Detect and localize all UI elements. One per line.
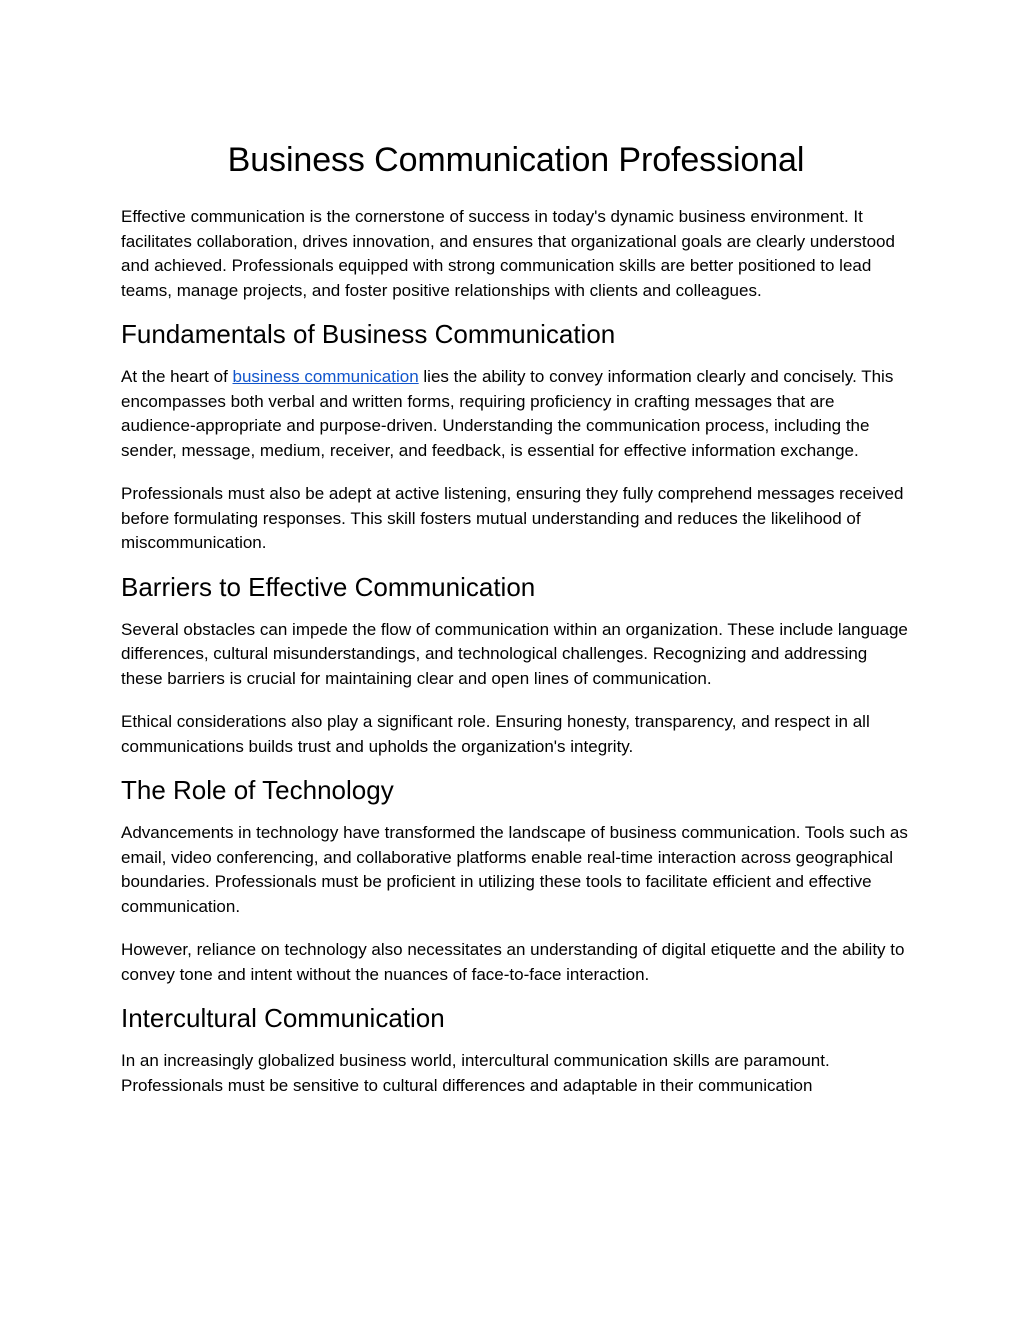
- business-communication-link[interactable]: business communication: [232, 367, 419, 386]
- fundamentals-p1-text-before-link: At the heart of: [121, 367, 233, 386]
- technology-paragraph-1: Advancements in technology have transformed the landscape of business communication. Tools such as email, video conferencing, and collaborative platforms enable real-time interaction across geographical boundaries. Professionals must be proficient in utilizing these tools to facilitate efficient and effective communication.: [121, 823, 908, 916]
- barriers-paragraph-1: Several obstacles can impede the flow of communication within an organization. These include language differences, cultural misunderstandings, and technological challenges. Recognizing and addressing these barriers is crucial for maintaining clear and open lines of communication.: [121, 619, 908, 688]
- intercultural-paragraph-1: In an increasingly globalized business world, intercultural communication skills are paramount. Professionals must be sensitive to cultural differences and adaptable in their communication: [121, 1051, 830, 1095]
- barriers-paragraph-2: Ethical considerations also play a significant role. Ensuring honesty, transparency, and respect in all communications builds trust and upholds the organization's integrity.: [121, 712, 870, 756]
- intro-paragraph: Effective communication is the cornerstone of success in today's dynamic business environment. It facilitates collaboration, drives innovation, and ensures that organizational goals are clearly understood and achieved. Professionals equipped with strong communication skills are better positioned to lead teams, manage projects, and foster positive relationships with clients and colleagues.: [121, 207, 895, 300]
- section-heading-intercultural: Intercultural Communication: [121, 1003, 445, 1033]
- fundamentals-paragraph-2: Professionals must also be adept at active listening, ensuring they fully comprehend messages received before formulating responses. This skill fosters mutual understanding and reduces the likelihood of miscommunication.: [121, 484, 904, 552]
- section-heading-fundamentals: Fundamentals of Business Communication: [121, 319, 616, 349]
- section-heading-barriers: Barriers to Effective Communication: [121, 571, 536, 602]
- fundamentals-p1-text-after-link: lies the ability to convey information clearly and concisely. This encompasses both verbal and written forms, requiring proficiency in crafting messages that are audience-appropriate and purpose-driven. Understanding the communication process, including the sender, message, medium, receiver, and feedback, is essential for effective information exchange.: [121, 367, 894, 460]
- document-title: Business Communication Professional: [227, 141, 805, 179]
- fundamentals-paragraph-1: [121, 365, 911, 463]
- technology-paragraph-2: However, reliance on technology also necessitates an understanding of digital etiquette and the ability to convey tone and intent without the nuances of face-to-face interaction.: [121, 940, 905, 984]
- section-heading-technology: The Role of Technology: [121, 775, 394, 805]
- document-body: [121, 138, 911, 1117]
